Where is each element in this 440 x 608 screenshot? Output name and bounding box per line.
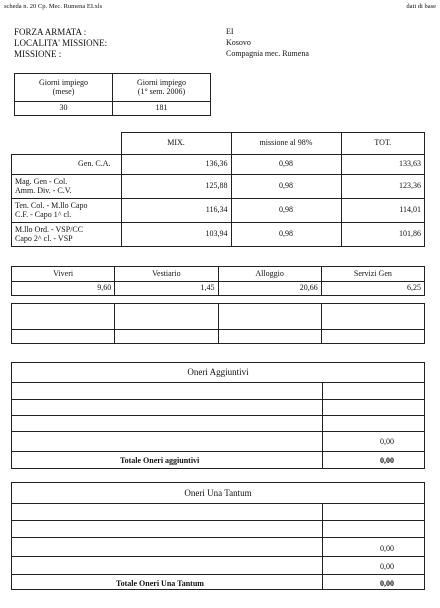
header-tot: TOT. — [341, 133, 425, 155]
grade-label: Gen. C.A. — [12, 155, 122, 175]
oneri-una-tantum-total: 0,00 — [380, 579, 394, 588]
grade-mix: 125,88 — [121, 175, 231, 199]
grade-pct: 0,98 — [231, 175, 341, 199]
grade-label: Ten. Col. - M.llo Capo C.F. - Capo 1^ cl. — [12, 199, 122, 223]
giorni-value-2: 181 — [113, 102, 211, 116]
oneri-aggiuntivi-title: Oneri Aggiuntivi — [187, 367, 249, 377]
oneri-aggiuntivi-total-label: Totale Oneri aggiuntivi — [120, 456, 200, 465]
grade-pct: 0,98 — [231, 155, 341, 175]
header-mix: MIX. — [121, 133, 231, 155]
servizi-value: 6,25 — [321, 282, 424, 296]
grade-mix: 136,36 — [121, 155, 231, 175]
forza-value: EI — [226, 27, 234, 36]
header-missione: missione al 98% — [231, 133, 341, 155]
servizi-table — [11, 266, 425, 296]
oneri-una-tantum-amount-1: 0,00 — [380, 544, 394, 553]
servizi-header: Servizi Gen — [321, 267, 424, 282]
servizi-value: 1,45 — [115, 282, 218, 296]
grade-pct: 0,98 — [231, 199, 341, 223]
grade-mix: 103,94 — [121, 223, 231, 247]
giorni-header-2: Giorni impiego (1° sem. 2006) — [113, 74, 211, 102]
missione-value: Compagnia mec. Rumena — [226, 49, 309, 58]
forza-label: FORZA ARMATA : — [14, 27, 87, 37]
grade-pct: 0,98 — [231, 223, 341, 247]
grade-label: Mag. Gen - Col. Amm. Div. - C.V. — [12, 175, 122, 199]
header-right: dati di base — [406, 3, 436, 10]
giorni-header-1: Giorni impiego (mese) — [15, 74, 113, 102]
localita-value: Kosovo — [226, 38, 251, 47]
grade-tot: 114,01 — [341, 199, 425, 223]
grades-table — [11, 132, 425, 247]
giorni-value-1: 30 — [15, 102, 113, 116]
grade-tot: 101,86 — [341, 223, 425, 247]
servizi-value: 9,60 — [12, 282, 115, 296]
localita-label: LOCALITA' MISSIONE: — [14, 38, 108, 48]
grade-label: M.llo Ord. - VSP/CC Capo 2^ cl. - VSP — [12, 223, 122, 247]
grade-tot: 123,36 — [341, 175, 425, 199]
empty-grid — [11, 303, 425, 344]
oneri-una-tantum-title: Oneri Una Tantum — [184, 488, 252, 498]
grade-tot: 133,63 — [341, 155, 425, 175]
oneri-aggiuntivi-amount: 0,00 — [380, 437, 394, 446]
oneri-aggiuntivi-total: 0,00 — [380, 456, 394, 465]
servizi-value: 20,66 — [218, 282, 321, 296]
missione-label: MISSIONE : — [14, 49, 62, 59]
servizi-header: Viveri — [12, 267, 115, 282]
file-name: scheda n. 20 Cp. Mec. Rumena EI.xls — [4, 3, 103, 10]
servizi-header: Alloggio — [218, 267, 321, 282]
grade-mix: 116,34 — [121, 199, 231, 223]
oneri-una-tantum-amount-2: 0,00 — [380, 562, 394, 571]
servizi-header: Vestiario — [115, 267, 218, 282]
oneri-una-tantum-total-label: Totale Oneri Una Tantum — [116, 579, 204, 588]
giorni-table — [14, 73, 211, 116]
